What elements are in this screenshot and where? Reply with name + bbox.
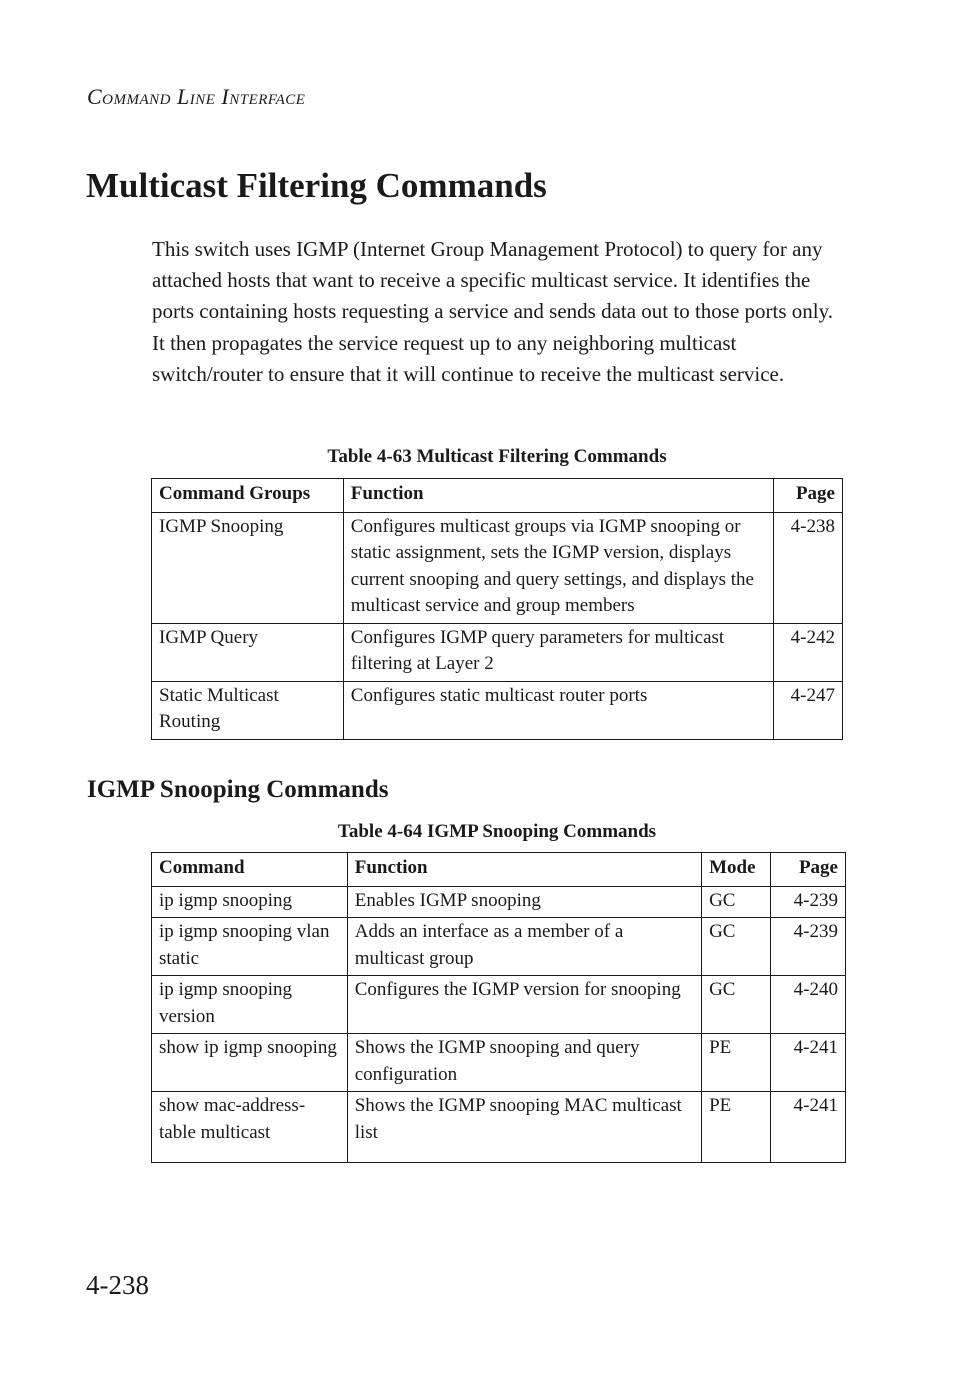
command-group-cell: IGMP Query xyxy=(152,623,344,681)
page-cell: 4-239 xyxy=(771,918,846,976)
function-cell: Shows the IGMP snooping and query configuration xyxy=(347,1034,701,1092)
command-cell: show ip igmp snooping xyxy=(152,1034,348,1092)
column-header-function: Function xyxy=(347,853,701,887)
page-number: 4-238 xyxy=(86,1270,149,1300)
table-row xyxy=(152,623,843,681)
function-cell: Configures static multicast router ports xyxy=(343,681,773,739)
function-cell: Configures the IGMP version for snooping xyxy=(347,976,701,1034)
table-caption-multicast-filtering: Table 4-63 Multicast Filtering Commands xyxy=(327,446,667,467)
mode-cell: PE xyxy=(702,1092,771,1163)
command-cell: ip igmp snooping vlan static xyxy=(152,918,348,976)
multicast-filtering-table xyxy=(151,478,843,740)
command-cell: ip igmp snooping xyxy=(152,886,348,918)
command-group-cell: Static Multicast Routing xyxy=(152,681,344,739)
function-cell: Shows the IGMP snooping MAC multicast list xyxy=(347,1092,701,1163)
mode-cell: GC xyxy=(702,886,771,918)
table-row xyxy=(152,886,846,918)
table-header-row xyxy=(152,853,846,887)
running-header: Command Line Interface xyxy=(87,84,306,109)
page-cell: 4-241 xyxy=(771,1092,846,1163)
page-cell: 4-241 xyxy=(771,1034,846,1092)
mode-cell: GC xyxy=(702,918,771,976)
table-row xyxy=(152,681,843,739)
command-group-cell: IGMP Snooping xyxy=(152,512,344,623)
column-header-page: Page xyxy=(771,853,846,887)
intro-paragraph: This switch uses IGMP (Internet Group Management Protocol) to query for any attached hosts that want to receive a specific multicast service. It identifies the ports containing hosts requesting a service and sends data out to those ports only. It then propagates the service request up to any neighboring multicast switch/router to ensure that it will continue to receive the multicast service. xyxy=(152,237,834,386)
page-cell: 4-239 xyxy=(771,886,846,918)
page-cell: 4-242 xyxy=(774,623,843,681)
table-header-row xyxy=(152,479,843,513)
page-cell: 4-240 xyxy=(771,976,846,1034)
command-cell: show mac-address-table multicast xyxy=(152,1092,348,1163)
page-cell: 4-247 xyxy=(774,681,843,739)
mode-cell: PE xyxy=(702,1034,771,1092)
subsection-title: IGMP Snooping Commands xyxy=(87,776,389,803)
page-cell: 4-238 xyxy=(774,512,843,623)
column-header-function: Function xyxy=(343,479,773,513)
function-cell: Adds an interface as a member of a multicast group xyxy=(347,918,701,976)
command-cell: ip igmp snooping version xyxy=(152,976,348,1034)
function-cell: Configures IGMP query parameters for multicast filtering at Layer 2 xyxy=(343,623,773,681)
table-row xyxy=(152,1034,846,1092)
mode-cell: GC xyxy=(702,976,771,1034)
column-header-command: Command xyxy=(152,853,348,887)
table-caption-igmp-snooping: Table 4-64 IGMP Snooping Commands xyxy=(337,821,657,842)
table-row xyxy=(152,976,846,1034)
table-row xyxy=(152,918,846,976)
table-row xyxy=(152,1092,846,1163)
column-header-command-groups: Command Groups xyxy=(152,479,344,513)
igmp-snooping-table xyxy=(151,852,846,1163)
column-header-mode: Mode xyxy=(702,853,771,887)
section-title: Multicast Filtering Commands xyxy=(86,166,547,205)
function-cell: Enables IGMP snooping xyxy=(347,886,701,918)
table-row xyxy=(152,512,843,623)
function-cell: Configures multicast groups via IGMP snooping or static assignment, sets the IGMP version, displays current snooping and query settings, and displays the multicast service and group members xyxy=(343,512,773,623)
column-header-page: Page xyxy=(774,479,843,513)
